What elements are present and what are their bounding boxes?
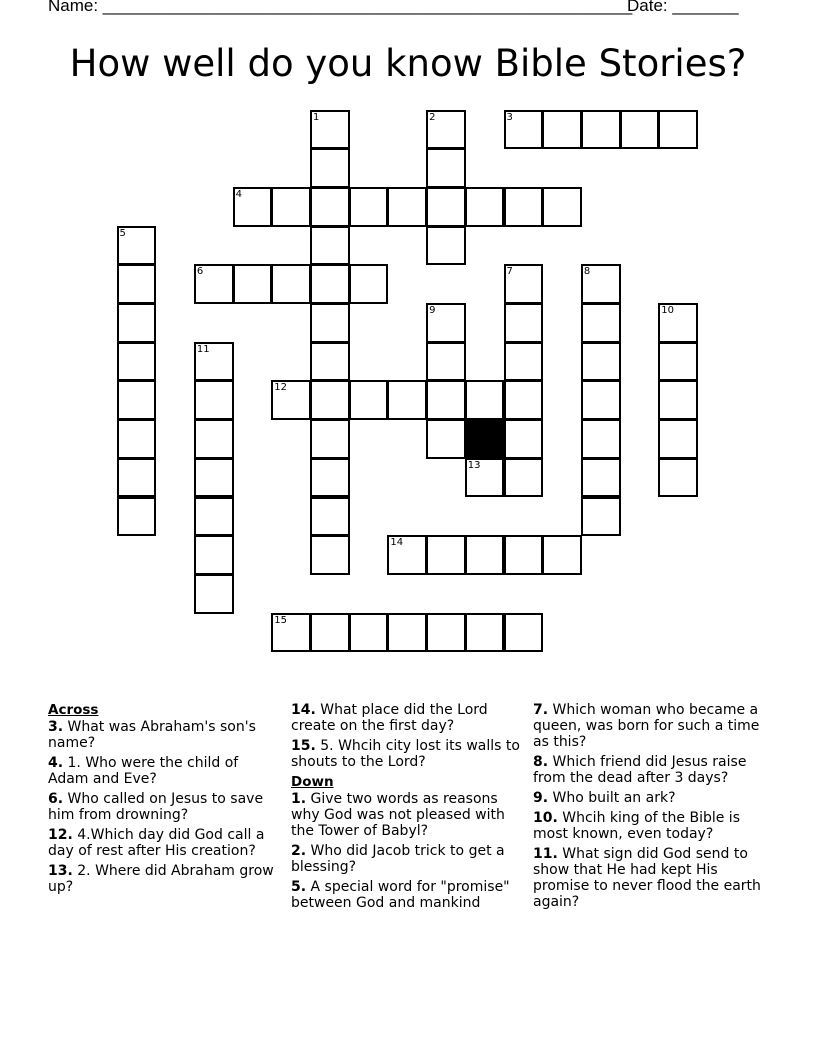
grid-cell[interactable] [581,110,621,150]
grid-cell[interactable] [349,187,389,227]
grid-cell[interactable] [349,613,389,653]
grid-cell[interactable] [658,458,698,498]
grid-cell[interactable] [310,419,350,459]
clue-across-15: 15. 5. Whcih city lost its walls to shouts to the Lord? [291,738,520,770]
grid-cell[interactable] [465,380,505,420]
grid-cell[interactable] [310,187,350,227]
grid-block [465,419,505,459]
grid-cell[interactable] [542,110,582,150]
clue-down-9: 9. Who built an ark? [533,790,676,806]
clue-down-5: 5. A special word for "promise" between God and mankind [291,879,510,911]
grid-cell[interactable] [117,303,157,343]
clue-down-11: 11. What sign did God send to show that He had kept His promise to never flood the earth again? [533,846,761,910]
clue-column-2 [291,702,521,915]
grid-cell[interactable] [349,264,389,304]
grid-cell[interactable] [465,535,505,575]
grid-cell[interactable] [387,187,427,227]
clue-number: 14 [390,537,404,549]
clue-number: 2 [429,111,436,123]
grid-cell[interactable] [504,535,544,575]
grid-cell[interactable] [310,226,350,266]
clue-across-14: 14. What place did the Lord create on the first day? [291,702,488,734]
clue-number: 10 [661,305,675,316]
clue-number: 15 [274,614,288,626]
grid-cell[interactable] [194,419,234,459]
clue-number: 4 [235,188,242,200]
puzzle-title: How well do you know Bible Stories? [69,42,747,85]
grid-cell[interactable] [349,380,389,420]
clue-number: 5 [119,227,126,239]
clue-across-13: 13. 2. Where did Abraham grow up? [48,863,274,895]
grid-cell[interactable] [581,380,621,420]
grid-cell[interactable] [504,303,544,343]
grid-cell[interactable] [194,458,234,498]
clue-down-10: 10. Whcih king of the Bible is most known, even today? [533,810,740,842]
grid-cell[interactable] [504,380,544,420]
clue-across-12: 12. 4.Which day did God call a day of rest after His creation? [48,827,265,859]
grid-cell[interactable] [658,342,698,382]
grid-cell[interactable] [271,187,311,227]
grid-cell[interactable] [581,458,621,498]
grid-cell[interactable] [310,535,350,575]
clue-number: 12 [274,382,288,394]
grid-cell[interactable] [117,419,157,459]
grid-cell[interactable] [194,380,234,420]
grid-cell[interactable] [117,342,157,382]
grid-cell[interactable] [194,497,234,537]
grid-cell[interactable] [310,342,350,382]
clue-column-1 [48,702,278,899]
grid-cell[interactable] [504,458,544,498]
grid-cell[interactable] [426,380,466,420]
grid-cell[interactable] [426,613,466,653]
grid-cell[interactable] [542,187,582,227]
clue-down-2: 2. Who did Jacob trick to get a blessing? [291,843,505,875]
grid-cell[interactable] [426,148,466,188]
date-label: Date: _______ [627,0,739,15]
grid-cell[interactable] [117,380,157,420]
grid-cell[interactable] [117,264,157,304]
grid-cell[interactable] [271,264,311,304]
grid-cell[interactable] [194,535,234,575]
clue-number: 3 [506,111,513,123]
grid-cell[interactable] [310,497,350,537]
across-heading: Across [48,702,99,718]
grid-cell[interactable] [504,187,544,227]
grid-cell[interactable] [581,342,621,382]
grid-cell[interactable] [504,342,544,382]
clue-number: 7 [506,266,513,278]
clue-number: 9 [429,305,436,316]
grid-cell[interactable] [504,613,544,653]
grid-cell[interactable] [310,613,350,653]
clue-number: 8 [583,266,591,278]
grid-cell[interactable] [426,419,466,459]
grid-cell[interactable] [658,419,698,459]
clue-across-6: 6. Who called on Jesus to save him from drowning? [48,791,264,823]
grid-cell[interactable] [310,303,350,343]
grid-cell[interactable] [465,613,505,653]
grid-cell[interactable] [426,535,466,575]
grid-cell[interactable] [310,458,350,498]
clue-down-8: 8. Which friend did Jesus raise from the dead after 3 days? [533,754,747,786]
grid-cell[interactable] [117,458,157,498]
clue-number: 11 [196,343,210,355]
grid-cell[interactable] [542,535,582,575]
grid-cell[interactable] [581,303,621,343]
grid-cell[interactable] [310,148,350,188]
grid-cell[interactable] [233,264,273,304]
grid-cell[interactable] [620,110,660,150]
clue-number: 6 [196,266,204,278]
clue-number: 13 [467,459,481,471]
clue-number: 1 [313,111,320,123]
clue-column-3 [533,702,763,914]
name-label: Name: ________________________________________________________ [48,0,633,15]
clue-across-4: 4. 1. Who were the child of Adam and Eve? [48,755,239,787]
grid-cell[interactable] [658,110,698,150]
grid-cell[interactable] [426,226,466,266]
grid-cell[interactable] [194,574,234,614]
grid-cell[interactable] [504,419,544,459]
clue-down-7: 7. Which woman who became a queen, was born for such a time as this? [533,702,760,750]
grid-cell[interactable] [465,187,505,227]
grid-cell[interactable] [426,187,466,227]
grid-cell[interactable] [581,497,621,537]
grid-cell[interactable] [387,613,427,653]
grid-cell[interactable] [387,380,427,420]
grid-cell[interactable] [581,419,621,459]
grid-cell[interactable] [426,342,466,382]
clue-down-1: 1. Give two words as reasons why God was not pleased with the Tower of Babyl? [291,791,505,839]
clue-across-3: 3. What was Abraham's son's name? [48,719,256,751]
grid-cell[interactable] [117,497,157,537]
grid-cell[interactable] [310,264,350,304]
grid-cell[interactable] [310,380,350,420]
grid-cell[interactable] [658,380,698,420]
down-heading: Down [291,774,334,790]
